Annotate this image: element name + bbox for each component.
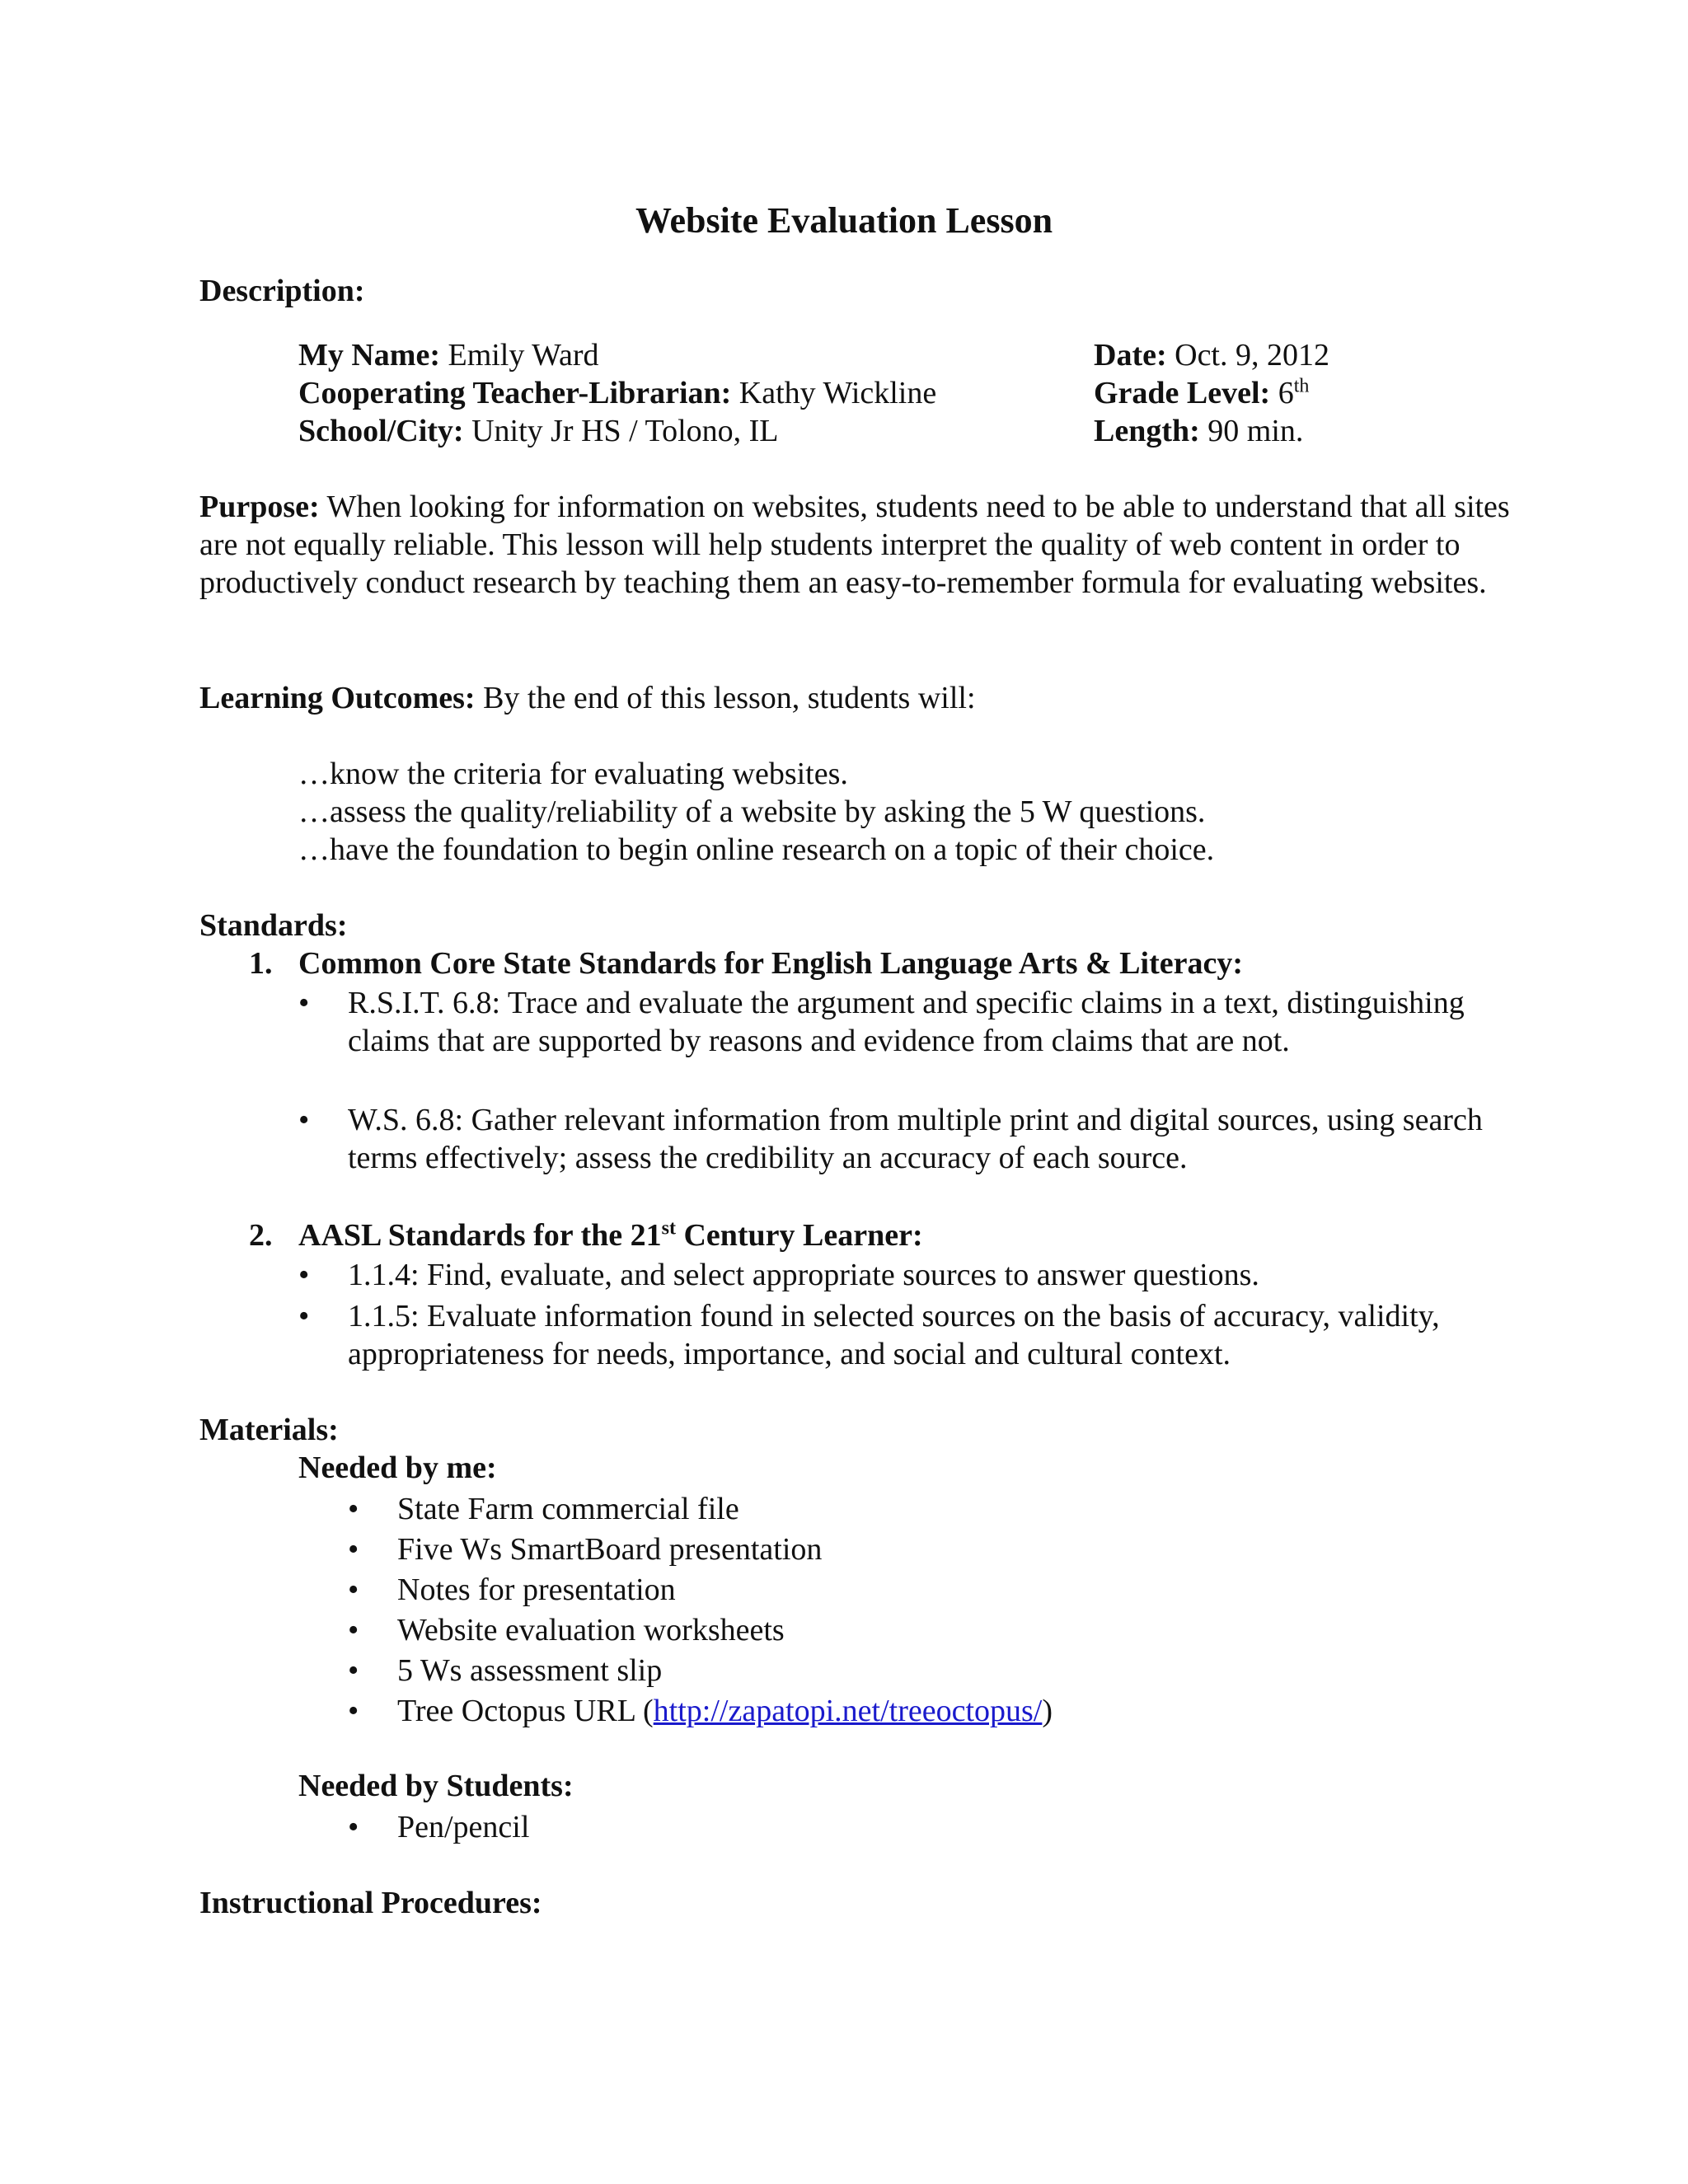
bullet-icon: • <box>298 1299 310 1333</box>
standard-item-text: 1.1.4: Find, evaluate, and select appropriate sources to answer questions. <box>348 1258 1259 1292</box>
purpose-text: When looking for information on websites, students need to be able to understand that all sites are not equally reliable. This lesson will help students interpret the quality of web content in order to productively conduct research by teaching them an easy-to-remember formula for evaluating websites. <box>199 490 1510 600</box>
tree-octopus-link[interactable]: http://zapatopi.net/treeoctopus/ <box>653 1694 1043 1728</box>
date-label: Date: <box>1094 338 1167 373</box>
bullet-icon: • <box>298 1258 310 1292</box>
material-item-text: Five Ws SmartBoard presentation <box>397 1532 823 1567</box>
teacher-line <box>298 374 936 412</box>
purpose-paragraph <box>199 488 1510 602</box>
standard-item-text: R.S.I.T. 6.8: Trace and evaluate the argument and specific claims in a text, distinguishing claims that are supported by reasons and evidence from claims that are not. <box>348 986 1465 1058</box>
purpose-label: Purpose: <box>199 490 320 524</box>
material-item-text <box>397 1692 1053 1730</box>
name-label: My Name: <box>298 338 440 373</box>
name-value: Emily Ward <box>439 338 599 373</box>
date-line <box>1094 336 1329 374</box>
bullet-icon: • <box>348 1810 359 1844</box>
material-item-text: Pen/pencil <box>397 1810 530 1844</box>
outcome-item: …have the foundation to begin online research on a topic of their choice. <box>298 832 1215 867</box>
teacher-label: Cooperating Teacher-Librarian: <box>298 376 732 410</box>
bullet-icon: • <box>298 1103 310 1137</box>
standard-group-heading <box>298 1216 923 1254</box>
length-value: 90 min. <box>1199 414 1304 448</box>
school-line <box>298 412 779 450</box>
bullet-icon: • <box>348 1694 359 1728</box>
standard-number: 1. <box>249 946 273 981</box>
school-label: School/City: <box>298 414 464 448</box>
material-item-text: Website evaluation worksheets <box>397 1613 785 1647</box>
bullet-icon: • <box>298 986 310 1020</box>
aasl-heading-sup: st <box>661 1217 676 1240</box>
bullet-icon: • <box>348 1572 359 1607</box>
bullet-icon: • <box>348 1492 359 1526</box>
school-value: Unity Jr HS / Tolono, IL <box>463 414 779 448</box>
url-item-pre: Tree Octopus URL ( <box>397 1694 654 1728</box>
aasl-heading-pre: AASL Standards for the 21 <box>298 1218 662 1253</box>
bullet-icon: • <box>348 1653 359 1688</box>
grade-superscript: th <box>1293 375 1310 397</box>
grade-label: Grade Level: <box>1094 376 1271 410</box>
description-heading: Description: <box>199 274 365 308</box>
material-item-text: 5 Ws assessment slip <box>397 1653 663 1688</box>
grade-value: 6 <box>1270 376 1294 410</box>
teacher-value: Kathy Wickline <box>731 376 937 410</box>
needed-by-students-heading: Needed by Students: <box>298 1769 574 1803</box>
material-item-text: Notes for presentation <box>397 1572 676 1607</box>
outcomes-label: Learning Outcomes: <box>199 681 476 715</box>
outcomes-line <box>199 679 976 717</box>
grade-line <box>1094 374 1309 412</box>
standards-heading: Standards: <box>199 908 348 943</box>
outcome-item: …know the criteria for evaluating websites. <box>298 757 848 791</box>
bullet-icon: • <box>348 1532 359 1567</box>
outcome-item: …assess the quality/reliability of a website by asking the 5 W questions. <box>298 794 1206 829</box>
url-item-post: ) <box>1042 1694 1053 1728</box>
aasl-heading-post: Century Learner: <box>675 1218 923 1253</box>
needed-by-me-heading: Needed by me: <box>298 1451 497 1485</box>
document-title: Website Evaluation Lesson <box>635 200 1053 241</box>
standard-item-text: 1.1.5: Evaluate information found in selected sources on the basis of accuracy, validity, appropriateness for needs, importance, and social and cultural context. <box>348 1299 1440 1371</box>
standard-number: 2. <box>249 1218 273 1253</box>
materials-heading: Materials: <box>199 1413 339 1447</box>
length-line <box>1094 412 1303 450</box>
length-label: Length: <box>1094 414 1200 448</box>
outcomes-intro: By the end of this lesson, students will: <box>475 681 976 715</box>
bullet-icon: • <box>348 1613 359 1647</box>
material-item-text: State Farm commercial file <box>397 1492 739 1526</box>
date-value: Oct. 9, 2012 <box>1166 338 1329 373</box>
standard-item-text: W.S. 6.8: Gather relevant information from multiple print and digital sources, using search terms effectively; assess the credibility an accuracy of each source. <box>348 1103 1483 1175</box>
name-line <box>298 336 599 374</box>
standard-group-heading: Common Core State Standards for English Language Arts & Literacy: <box>298 946 1243 981</box>
procedures-heading: Instructional Procedures: <box>199 1886 542 1920</box>
